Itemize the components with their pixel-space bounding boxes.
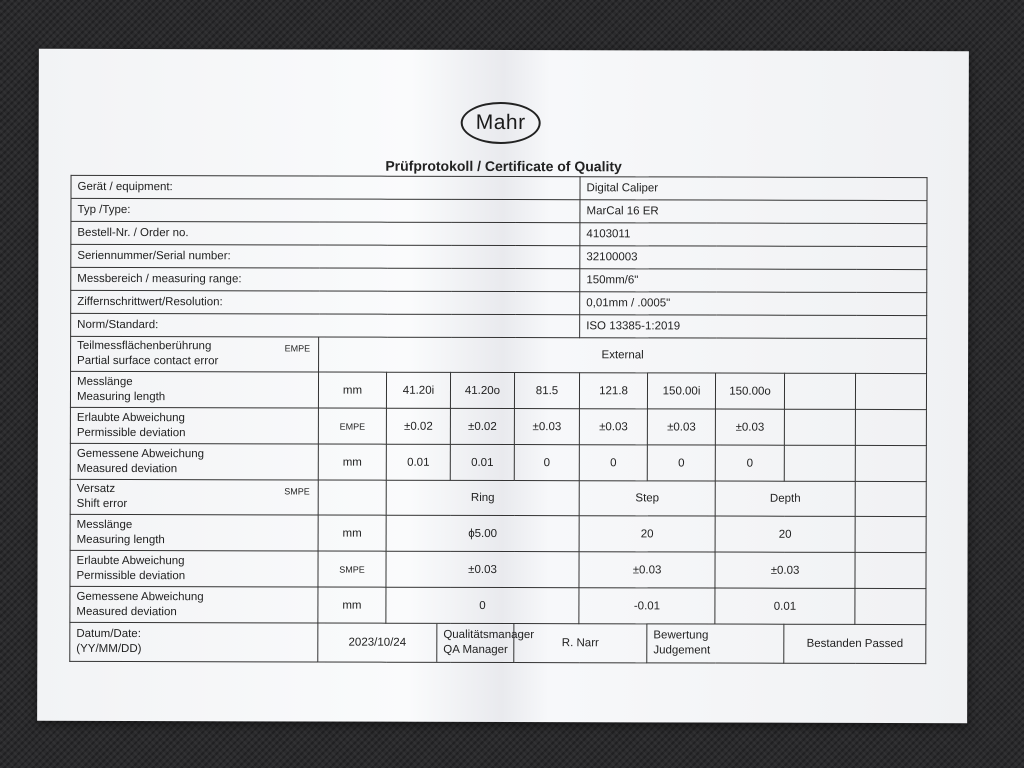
row-label-en: Measured deviation xyxy=(76,462,178,475)
row-label-de: Gemessene Abweichung xyxy=(76,447,205,460)
value-cell: 0 xyxy=(715,445,784,481)
row-label-en: Measuring length xyxy=(76,533,165,546)
info-row xyxy=(71,267,927,292)
section2-label-de: Versatz xyxy=(76,482,116,495)
info-row xyxy=(71,313,927,338)
column-header-ring: Ring xyxy=(386,480,579,516)
table-row xyxy=(70,514,926,552)
value-cell: ±0.03 xyxy=(715,552,855,588)
info-label: Messbereich / measuring range: xyxy=(71,267,580,291)
info-label: Seriennummer/Serial number: xyxy=(71,244,580,268)
value-cell: 0.01 xyxy=(386,444,450,480)
row-label-en: Permissible deviation xyxy=(76,569,186,582)
empty-cell xyxy=(784,409,855,445)
qa-manager-name: R. Narr xyxy=(514,624,647,663)
section2-label-en: Shift error xyxy=(76,497,128,511)
empty-cell xyxy=(855,552,926,588)
row-label xyxy=(70,407,318,444)
value-cell: 121.8 xyxy=(579,373,647,409)
empty-cell xyxy=(784,373,855,409)
value-cell: 0 xyxy=(579,445,647,481)
info-label: Ziffernschrittwert/Resolution: xyxy=(71,290,580,314)
section1-label-en: Partial surface contact error xyxy=(77,354,219,368)
row-label-en: Measuring length xyxy=(76,390,166,403)
value-cell: 150.00i xyxy=(647,373,715,409)
info-label: Bestell-Nr. / Order no. xyxy=(71,221,580,245)
value-cell: 0 xyxy=(514,445,579,481)
empty-cell xyxy=(855,588,926,624)
row-label xyxy=(70,371,318,408)
value-cell: ±0.03 xyxy=(386,551,579,588)
empty-cell xyxy=(855,445,926,481)
empty-cell xyxy=(855,481,926,516)
qa-label-en: QA Manager xyxy=(443,643,508,657)
table-row xyxy=(70,371,926,409)
judgement-label-de: Bewertung xyxy=(653,629,709,642)
row-label-en: Permissible deviation xyxy=(76,426,186,439)
section2-label xyxy=(70,479,318,515)
value-cell: 0.01 xyxy=(715,588,855,624)
value-cell: ±0.02 xyxy=(386,408,450,444)
certificate-sheet xyxy=(37,49,969,723)
section1-external-header: External xyxy=(319,337,927,374)
unit-cell: mm xyxy=(318,444,386,480)
empty-cell xyxy=(855,373,926,409)
value-cell: 150.00o xyxy=(715,373,784,409)
info-row xyxy=(71,290,927,315)
value-cell: 0.01 xyxy=(450,444,514,480)
info-label: Typ /Type: xyxy=(71,198,580,222)
value-cell: ±0.03 xyxy=(715,409,784,445)
empty-cell xyxy=(784,445,855,481)
info-row xyxy=(71,175,927,200)
info-value: ISO 13385-1:2019 xyxy=(580,315,927,339)
value-cell: ±0.03 xyxy=(579,552,715,588)
section1-header-row xyxy=(71,336,927,373)
empty-cell xyxy=(855,516,926,552)
empty-cell xyxy=(318,480,386,515)
value-cell: ±0.03 xyxy=(579,409,647,445)
certificate-table xyxy=(69,175,927,664)
unit-cell: SMPE xyxy=(318,551,386,587)
value-cell: 0 xyxy=(386,587,579,624)
judgement-value: Bestanden Passed xyxy=(784,624,926,663)
date-label-de: Datum/Date: xyxy=(76,627,141,641)
row-label xyxy=(70,514,318,551)
row-label-de: Gemessene Abweichung xyxy=(76,590,204,603)
info-value: Digital Caliper xyxy=(580,177,927,201)
unit-cell: mm xyxy=(318,587,386,623)
value-cell: ±0.03 xyxy=(514,409,579,445)
judgement-label xyxy=(647,624,784,663)
row-label xyxy=(70,443,318,480)
info-label: Norm/Standard: xyxy=(71,313,580,337)
info-row xyxy=(71,244,927,269)
value-cell: 20 xyxy=(715,516,855,552)
qa-label xyxy=(437,624,540,662)
unit-cell: mm xyxy=(318,515,386,551)
unit-cell: EMPE xyxy=(318,408,386,444)
section1-symbol: EMPE xyxy=(284,343,311,354)
mahr-logo: Mahr xyxy=(461,102,541,144)
info-label: Gerät / equipment: xyxy=(71,175,580,199)
date-and-qa xyxy=(318,623,535,663)
info-value: 150mm/6" xyxy=(580,269,927,293)
empty-cell xyxy=(855,409,926,445)
info-value: 0,01mm / .0005" xyxy=(580,292,927,316)
table-row xyxy=(70,586,926,624)
section1-label xyxy=(71,336,319,372)
row-label-de: Messlänge xyxy=(76,375,133,388)
info-value: 32100003 xyxy=(580,246,927,270)
info-row xyxy=(71,221,927,246)
info-value: 4103011 xyxy=(580,223,927,247)
value-cell: ϕ5.00 xyxy=(386,515,579,552)
row-label-de: Erlaubte Abweichung xyxy=(76,554,185,567)
value-cell: 0 xyxy=(647,445,715,481)
unit-cell: mm xyxy=(318,372,386,408)
value-cell: 41.20i xyxy=(386,372,450,408)
table-row xyxy=(70,550,926,588)
value-cell: -0.01 xyxy=(579,588,715,624)
value-cell: 20 xyxy=(579,516,715,552)
row-label-de: Erlaubte Abweichung xyxy=(76,411,185,424)
value-cell: ±0.02 xyxy=(450,408,514,444)
value-cell: ±0.03 xyxy=(647,409,715,445)
row-label xyxy=(70,550,318,587)
date-value: 2023/10/24 xyxy=(318,624,437,662)
certificate-title: Prüfprotokoll / Certificate of Quality xyxy=(385,157,622,175)
judgement-label-en: Judgement xyxy=(653,644,711,657)
row-label-en: Measured deviation xyxy=(76,605,177,618)
table-row xyxy=(70,443,926,481)
value-cell: 41.20o xyxy=(450,372,514,408)
table-row xyxy=(70,407,926,445)
value-cell: 81.5 xyxy=(514,373,579,409)
section2-header-row xyxy=(70,479,926,516)
row-label-de: Messlänge xyxy=(76,518,133,531)
info-row xyxy=(71,198,927,223)
section2-symbol: SMPE xyxy=(284,486,310,497)
section1-label-de: Teilmessflächenberührung xyxy=(77,339,212,353)
column-header-step: Step xyxy=(579,481,715,516)
qa-label-de: Qualitätsmanager xyxy=(443,628,535,642)
footer-row xyxy=(70,622,926,663)
column-header-depth: Depth xyxy=(715,481,855,516)
row-label xyxy=(70,586,318,623)
date-label xyxy=(70,622,318,662)
info-value: MarCal 16 ER xyxy=(580,200,927,224)
date-format-label: (YY/MM/DD) xyxy=(76,642,142,656)
